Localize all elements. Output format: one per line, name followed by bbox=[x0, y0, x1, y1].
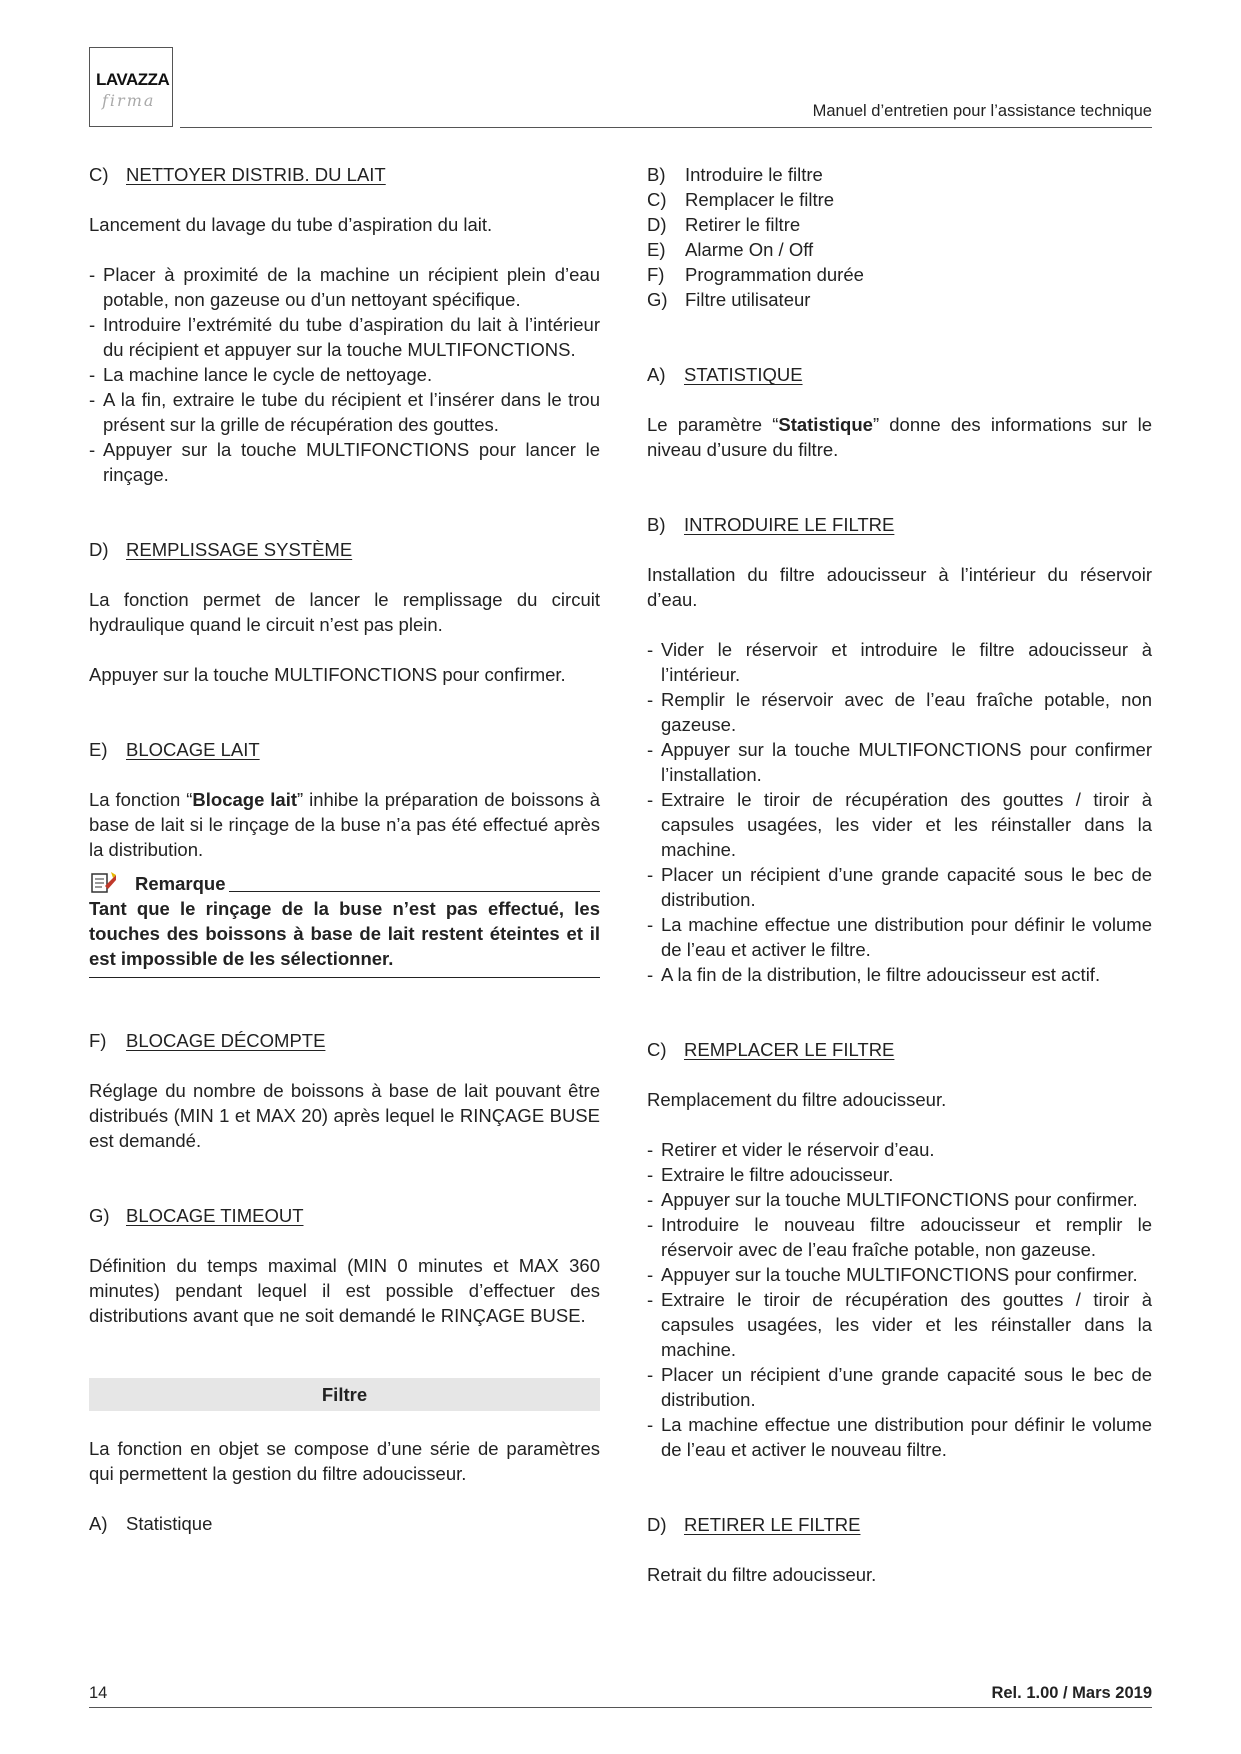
section-intro: Lancement du lavage du tube d’aspiration du lait. bbox=[89, 214, 493, 235]
param-item: F) Programmation durée bbox=[647, 264, 864, 285]
paragraph: Définition du temps maximal (MIN 0 minutes et MAX 360 minutes) pendant lequel il est possible d’effectuer des distributions avant que ne soit demandé le RINÇAGE BUSE. bbox=[89, 1255, 600, 1326]
right-column bbox=[647, 162, 1152, 1587]
section-heading-d bbox=[89, 537, 600, 562]
section-intro: Installation du filtre adoucisseur à l’intérieur du réservoir d’eau. bbox=[647, 564, 1152, 610]
section-title: REMPLACER LE FILTRE bbox=[684, 1039, 895, 1060]
list-item: - Extraire le tiroir de récupération des gouttes / tiroir à capsules usagées, les vider et les réinstaller dans la machine. bbox=[647, 787, 1152, 862]
list-item: - Placer à proximité de la machine un récipient plein d’eau potable, non gazeuse ou d’un nettoyant spécifique. bbox=[89, 262, 600, 312]
section-letter: A) bbox=[647, 364, 666, 385]
list-item: - La machine effectue une distribution pour définir le volume de l’eau et activer le filtre. bbox=[647, 912, 1152, 962]
list-item: - A la fin de la distribution, le filtre adoucisseur est actif. bbox=[647, 962, 1152, 987]
section-title: RETIRER LE FILTRE bbox=[684, 1514, 861, 1535]
list-item: - La machine effectue une distribution pour définir le volume de l’eau et activer le nouveau filtre. bbox=[647, 1412, 1152, 1462]
bold-term: Blocage lait bbox=[192, 789, 298, 810]
bold-term: Statistique bbox=[778, 414, 873, 435]
note-rule bbox=[229, 873, 600, 892]
list-item: - Extraire le tiroir de récupération des gouttes / tiroir à capsules usagées, les vider et les réinstaller dans la machine. bbox=[647, 1287, 1152, 1362]
filtre-param-list bbox=[647, 162, 1152, 312]
section-title: NETTOYER DISTRIB. DU LAIT bbox=[126, 164, 386, 185]
logo-wordmark: LAVAZZA bbox=[96, 70, 170, 89]
brand-logo bbox=[89, 47, 173, 127]
section-letter: B) bbox=[647, 514, 666, 535]
filtre-section-title: Filtre bbox=[89, 1378, 600, 1411]
section-heading-g bbox=[89, 1203, 600, 1228]
left-column bbox=[89, 162, 600, 1536]
section-letter: F) bbox=[89, 1030, 107, 1051]
section-heading-e bbox=[89, 737, 600, 762]
section-title: BLOCAGE LAIT bbox=[126, 739, 260, 760]
list-item: - Introduire le nouveau filtre adoucisseur et remplir le réservoir avec de l’eau fraîche potable, non gazeuse. bbox=[647, 1212, 1152, 1262]
list-item: - A la fin, extraire le tube du récipient et l’insérer dans le trou présent sur la grille de récupération des gouttes. bbox=[89, 387, 600, 437]
paragraph: La fonction “Blocage lait” inhibe la préparation de boissons à base de lait si le rinçage de la buse n’a pas été effectué après la distribution. bbox=[89, 789, 600, 860]
param-letter: A) bbox=[89, 1513, 108, 1534]
section-title: REMPLISSAGE SYSTÈME bbox=[126, 539, 353, 560]
section-heading-c-right bbox=[647, 1037, 1152, 1062]
document-title: Manuel d’entretien pour l’assistance technique bbox=[812, 102, 1152, 120]
section-heading-a bbox=[647, 362, 1152, 387]
list-item: - Retirer et vider le réservoir d’eau. bbox=[647, 1137, 1152, 1162]
list-item: - Appuyer sur la touche MULTIFONCTIONS pour confirmer l’installation. bbox=[647, 737, 1152, 787]
section-heading-d-right bbox=[647, 1512, 1152, 1537]
header-divider bbox=[180, 127, 1152, 128]
filtre-param-a bbox=[89, 1511, 600, 1536]
param-item: B) Introduire le filtre bbox=[647, 164, 823, 185]
section-intro: Retrait du filtre adoucisseur. bbox=[647, 1564, 877, 1585]
section-title: STATISTIQUE bbox=[684, 364, 803, 385]
list-item: - Placer un récipient d’une grande capacité sous le bec de distribution. bbox=[647, 862, 1152, 912]
paragraph: La fonction en objet se compose d’une série de paramètres qui permettent la gestion du filtre adoucisseur. bbox=[89, 1438, 600, 1484]
procedure-list bbox=[647, 1137, 1152, 1462]
section-letter: D) bbox=[647, 1514, 667, 1535]
section-title: BLOCAGE DÉCOMPTE bbox=[126, 1030, 326, 1051]
paragraph: Réglage du nombre de boissons à base de lait pouvant être distribués (MIN 1 et MAX 20) après lequel le RINÇAGE BUSE est demandé. bbox=[89, 1080, 600, 1151]
release-info: Rel. 1.00 / Mars 2019 bbox=[991, 1684, 1152, 1702]
logo-subtitle: firma bbox=[102, 91, 156, 110]
procedure-list bbox=[89, 262, 600, 487]
note-icon bbox=[89, 870, 117, 896]
param-item: G) Filtre utilisateur bbox=[647, 289, 811, 310]
list-item: - Appuyer sur la touche MULTIFONCTIONS pour confirmer. bbox=[647, 1262, 1152, 1287]
section-heading-c bbox=[89, 162, 600, 187]
section-letter: E) bbox=[89, 739, 108, 760]
paragraph: Appuyer sur la touche MULTIFONCTIONS pour confirmer. bbox=[89, 664, 566, 685]
section-heading-b bbox=[647, 512, 1152, 537]
list-item: - Extraire le filtre adoucisseur. bbox=[647, 1162, 1152, 1187]
note-label: Remarque bbox=[135, 873, 226, 894]
note-text: Tant que le rinçage de la buse n’est pas effectué, les touches des boissons à base de lait restent éteintes et il est impossible de les sélectionner. bbox=[89, 896, 600, 978]
list-item: - Appuyer sur la touche MULTIFONCTIONS pour lancer le rinçage. bbox=[89, 437, 600, 487]
param-item: C) Remplacer le filtre bbox=[647, 189, 835, 210]
paragraph: La fonction permet de lancer le remplissage du circuit hydraulique quand le circuit n’est pas plein. bbox=[89, 589, 600, 635]
list-item: - Appuyer sur la touche MULTIFONCTIONS pour confirmer. bbox=[647, 1187, 1152, 1212]
section-letter: C) bbox=[647, 1039, 667, 1060]
page-number: 14 bbox=[89, 1684, 108, 1702]
procedure-list bbox=[647, 637, 1152, 987]
list-item: - Vider le réservoir et introduire le filtre adoucisseur à l’intérieur. bbox=[647, 637, 1152, 687]
note-header bbox=[89, 866, 600, 896]
param-label: Statistique bbox=[126, 1513, 213, 1534]
paragraph: Le paramètre “Statistique” donne des informations sur le niveau d’usure du filtre. bbox=[647, 414, 1152, 460]
section-intro: Remplacement du filtre adoucisseur. bbox=[647, 1089, 947, 1110]
section-title: INTRODUIRE LE FILTRE bbox=[684, 514, 895, 535]
section-letter: C) bbox=[89, 164, 109, 185]
param-item: E) Alarme On / Off bbox=[647, 239, 814, 260]
list-item: - La machine lance le cycle de nettoyage. bbox=[89, 362, 600, 387]
section-title: BLOCAGE TIMEOUT bbox=[126, 1205, 304, 1226]
list-item: - Placer un récipient d’une grande capacité sous le bec de distribution. bbox=[647, 1362, 1152, 1412]
list-item: - Introduire l’extrémité du tube d’aspiration du lait à l’intérieur du récipient et appuyer sur la touche MULTIFONCTIONS. bbox=[89, 312, 600, 362]
section-letter: G) bbox=[89, 1205, 110, 1226]
section-heading-f bbox=[89, 1028, 600, 1053]
footer-divider bbox=[89, 1707, 1152, 1708]
section-letter: D) bbox=[89, 539, 109, 560]
param-item: D) Retirer le filtre bbox=[647, 214, 801, 235]
list-item: - Remplir le réservoir avec de l’eau fraîche potable, non gazeuse. bbox=[647, 687, 1152, 737]
